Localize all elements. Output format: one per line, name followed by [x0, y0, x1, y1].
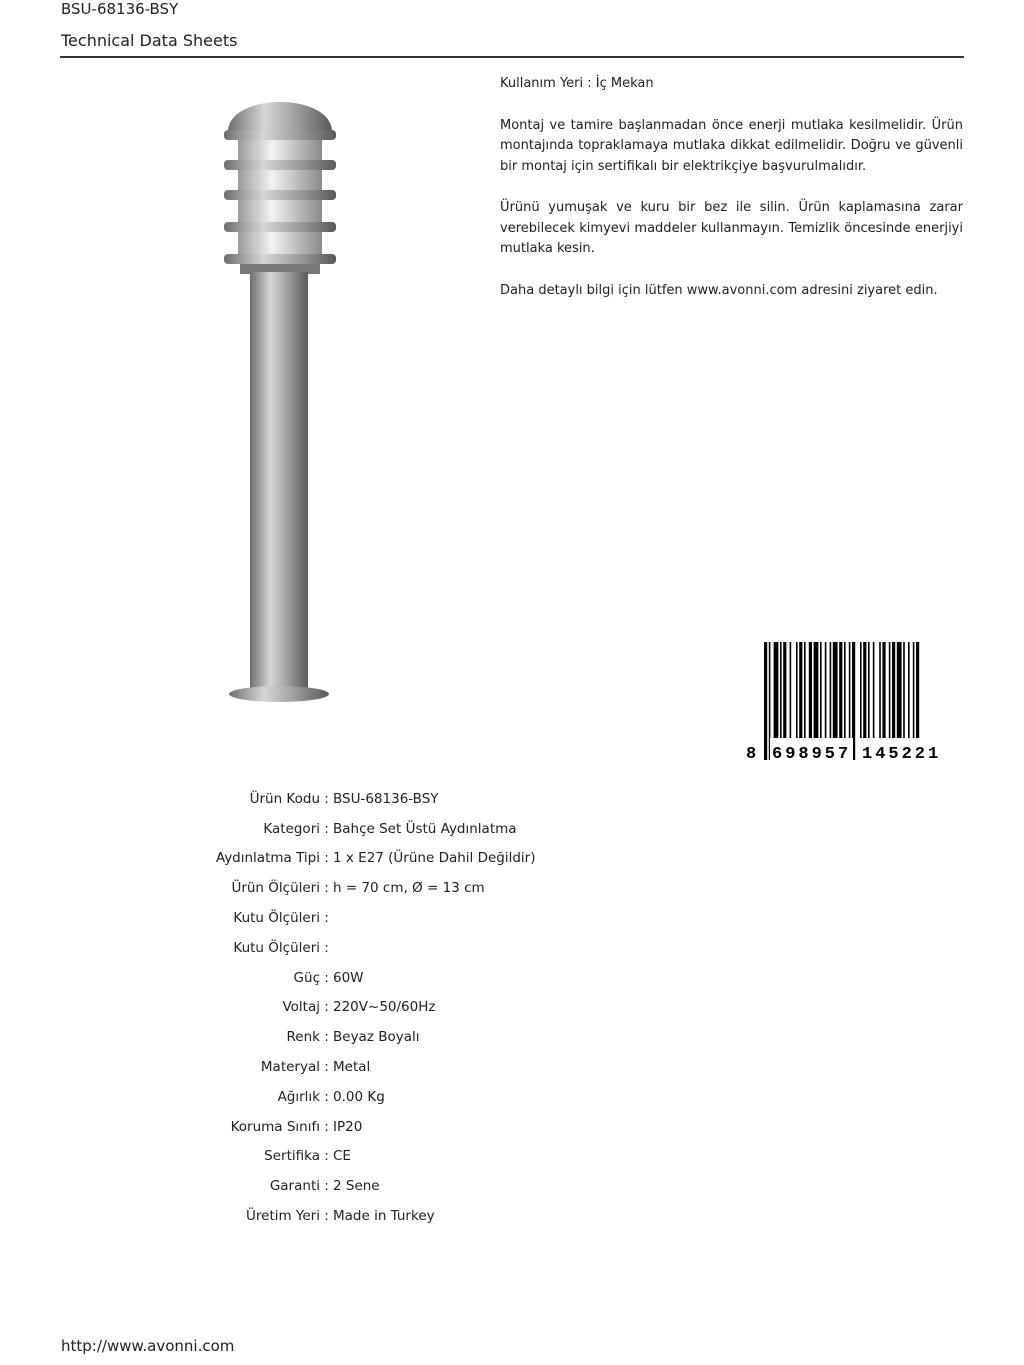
spec-label: Kutu Ölçüleri	[233, 910, 320, 927]
spec-value: IP20	[333, 1118, 363, 1135]
product-image	[210, 82, 350, 707]
spec-row	[0, 784, 700, 814]
spec-row	[0, 1142, 700, 1172]
spec-row	[0, 1201, 700, 1231]
product-code-header: BSU-68136-BSY	[61, 0, 179, 18]
spec-label: Garanti	[269, 1178, 320, 1195]
spec-label: Materyal	[260, 1059, 320, 1076]
spec-value: 2 Sene	[333, 1178, 380, 1195]
spec-separator: :	[324, 1088, 329, 1105]
spec-row	[0, 993, 700, 1023]
spec-row	[0, 873, 700, 903]
spec-separator: :	[324, 969, 329, 986]
spec-label: Renk	[286, 1029, 320, 1046]
spec-value: h = 70 cm, Ø = 13 cm	[333, 880, 485, 897]
spec-label: Üretim Yeri	[246, 1208, 320, 1225]
spec-value: 60W	[333, 969, 364, 986]
spec-row	[0, 1082, 700, 1112]
spec-label: Ürün Ölçüleri	[231, 880, 320, 897]
footer-url: http://www.avonni.com	[61, 1337, 235, 1355]
spec-separator: :	[324, 939, 329, 956]
spec-label: Kutu Ölçüleri	[233, 939, 320, 956]
spec-label: Aydınlatma Tipi	[215, 850, 320, 867]
spec-row	[0, 963, 700, 993]
spec-separator: :	[324, 999, 329, 1016]
spec-label: Ağırlık	[277, 1088, 320, 1105]
usage-location: Kullanım Yeri : İç Mekan	[500, 76, 654, 91]
spec-separator: :	[324, 1029, 329, 1046]
spec-separator: :	[324, 820, 329, 837]
spec-separator: :	[324, 1178, 329, 1195]
spec-row	[0, 844, 700, 874]
installation-warning: Montaj ve tamire başlanmadan önce enerji mutlaka kesilmelidir. Ürün montajında topraklamaya mutlaka dikkat edilmelidir. Doğru ve güvenli bir montaj için sertifikalı bir elektrikçiye başvurulmalıdır.	[500, 117, 963, 174]
barcode-first-digit: 8	[746, 745, 757, 762]
spec-row	[0, 1171, 700, 1201]
more-info-text: Daha detaylı bilgi için lütfen www.avonni.com adresini ziyaret edin.	[500, 282, 938, 298]
spec-separator: :	[324, 790, 329, 807]
info-panel	[500, 74, 963, 322]
spec-value: Bahçe Set Üstü Aydınlatma	[333, 820, 517, 837]
spec-value: 220V~50/60Hz	[333, 999, 436, 1016]
spec-label: Koruma Sınıfı	[230, 1118, 320, 1135]
barcode	[742, 640, 964, 762]
spec-value: Made in Turkey	[333, 1208, 435, 1225]
spec-label: Sertifika	[264, 1148, 320, 1165]
spec-separator: :	[324, 1059, 329, 1076]
spec-row	[0, 1112, 700, 1142]
spec-value: Beyaz Boyalı	[333, 1029, 420, 1046]
spec-value: BSU-68136-BSY	[333, 790, 439, 807]
spec-separator: :	[324, 1208, 329, 1225]
spec-separator: :	[324, 850, 329, 867]
barcode-digits-right: 145221	[862, 745, 942, 762]
spec-row	[0, 1022, 700, 1052]
spec-value: Metal	[333, 1059, 371, 1076]
spec-table	[0, 784, 700, 1231]
spec-label: Kategori	[263, 820, 320, 837]
barcode-digits-left: 698957	[772, 745, 852, 762]
spec-separator: :	[324, 1148, 329, 1165]
header-divider	[60, 56, 964, 58]
spec-separator: :	[324, 1118, 329, 1135]
spec-value: 1 x E27 (Ürüne Dahil Değildir)	[333, 850, 536, 867]
spec-row	[0, 814, 700, 844]
spec-label: Güç	[293, 969, 320, 986]
spec-label: Ürün Kodu	[249, 790, 320, 807]
spec-value: CE	[333, 1148, 351, 1165]
spec-row	[0, 933, 700, 963]
spec-label: Voltaj	[282, 999, 320, 1016]
spec-row	[0, 903, 700, 933]
spec-separator: :	[324, 880, 329, 897]
cleaning-instructions: Ürünü yumuşak ve kuru bir bez ile silin. Ürün kaplamasına zarar verebilecek kimyevi maddeler kullanmayın. Temizlik öncesinde enerjiyi mutlaka kesin.	[500, 200, 963, 256]
document-title: Technical Data Sheets	[61, 31, 238, 50]
spec-row	[0, 1052, 700, 1082]
spec-value: 0.00 Kg	[333, 1088, 385, 1105]
spec-separator: :	[324, 910, 329, 927]
